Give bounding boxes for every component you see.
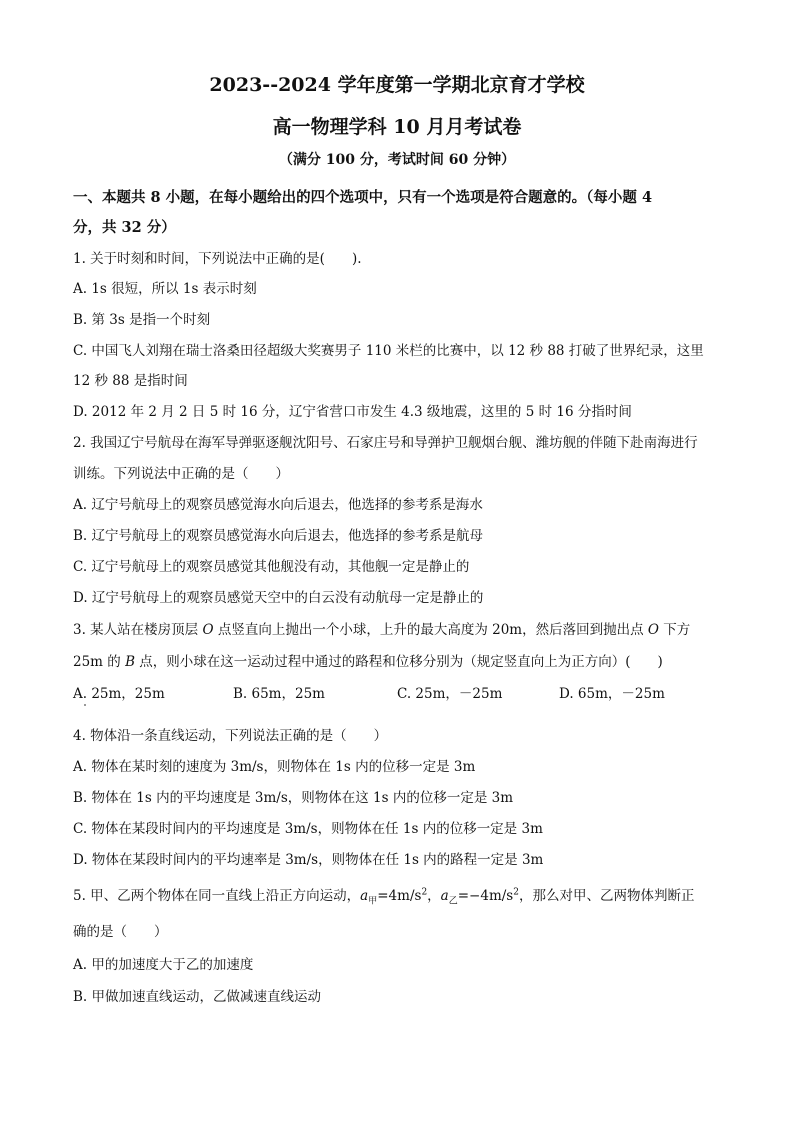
q3-stem2-post: 点，则小球在这一运动过程中通过的路程和位移分别为（规定竖直向上为正方向）( ) bbox=[134, 654, 663, 670]
q1-option-d: D. 2012 年 2 月 2 日 5 时 16 分，辽宁省营口市发生 4.3 级地震，这里的 5 时 16 分指时间 bbox=[73, 404, 632, 420]
q5-separator: ， bbox=[427, 888, 441, 904]
q1-option-b: B. 第 3s 是指一个时刻 bbox=[73, 312, 211, 328]
q2-option-a: A. 辽宁号航母上的观察员感觉海水向后退去，他选择的参考系是海水 bbox=[73, 497, 483, 513]
point-b-label: B bbox=[125, 654, 135, 670]
q5-stem-pre: 5. 甲、乙两个物体在同一直线上沿正方向运动， bbox=[73, 888, 361, 904]
q1-stem: 1. 关于时刻和时间，下列说法中正确的是( ). bbox=[73, 251, 362, 267]
accel-symbol-jia: a bbox=[360, 888, 369, 904]
q5-stem-line2: 确的是（ ） bbox=[73, 924, 168, 940]
q3-option-b: B. 65m，25m bbox=[233, 686, 325, 702]
exponent-jia: 2 bbox=[421, 887, 428, 898]
school-title: 2023--2024 学年度第一学期北京育才学校 bbox=[209, 74, 585, 96]
q3-stem-line2 bbox=[73, 650, 663, 670]
q3-option-a: A. 25m，25m bbox=[73, 686, 165, 702]
point-o-label-2: O bbox=[647, 622, 659, 638]
q5-option-a: A. 甲的加速度大于乙的加速度 bbox=[73, 957, 254, 973]
q4-option-c: C. 物体在某段时间内的平均速度是 3m/s，则物体在任 1s 内的位移一定是 3m bbox=[73, 821, 543, 837]
q3-stem-line1 bbox=[73, 618, 690, 638]
q3-stem-post: 下方 bbox=[658, 622, 691, 638]
q4-option-b: B. 物体在 1s 内的平均速度是 3m/s，则物体在这 1s 内的位移一定是 3m bbox=[73, 790, 514, 806]
q3-option-d: D. 65m，－25m bbox=[559, 686, 665, 702]
q1-option-c-line2: 12 秒 88 是指时间 bbox=[73, 373, 188, 389]
q1-option-a: A. 1s 很短，所以 1s 表示时刻 bbox=[73, 281, 257, 297]
q3-stem-pre: 3. 某人站在楼房顶层 bbox=[73, 622, 203, 638]
q2-stem-line1: 2. 我国辽宁号航母在海军导弹驱逐舰沈阳号、石家庄号和导弹护卫舰烟台舰、潍坊舰的伴随下赴南海进行 bbox=[73, 435, 698, 451]
point-o-label: O bbox=[202, 622, 214, 638]
exponent-yi: 2 bbox=[513, 887, 519, 898]
q5-stem-post: ，那么对甲、乙两物体判断正 bbox=[518, 888, 695, 904]
q5-option-b: B. 甲做加速直线运动，乙做减速直线运动 bbox=[73, 989, 322, 1005]
q3-option-c: C. 25m，－25m bbox=[397, 686, 503, 702]
subscript-jia: 甲 bbox=[368, 896, 378, 907]
exam-note: （满分 100 分，考试时间 60 分钟） bbox=[278, 152, 516, 168]
section-heading-line2: 分，共 32 分） bbox=[73, 219, 176, 236]
accel-symbol-yi: a bbox=[440, 888, 449, 904]
q4-option-d: D. 物体在某段时间内的平均速率是 3m/s，则物体在任 1s 内的路程一定是 3m bbox=[73, 852, 544, 868]
q2-stem-line2: 训练。下列说法中正确的是（ ） bbox=[73, 466, 289, 482]
q3-stem-mid: 点竖直向上抛出一个小球，上升的最大高度为 20m，然后落回到抛出点 bbox=[213, 622, 648, 638]
q1-option-c-line1: C. 中国飞人刘翔在瑞士洛桑田径超级大奖赛男子 110 米栏的比赛中，以 12 秒 88 打破了世界纪录，这里 bbox=[73, 343, 704, 359]
exam-title: 高一物理学科 10 月月考试卷 bbox=[272, 116, 522, 138]
q2-option-b: B. 辽宁号航母上的观察员感觉海水向后退去，他选择的参考系是航母 bbox=[73, 528, 484, 544]
q4-option-a: A. 物体在某时刻的速度为 3m/s，则物体在 1s 内的位移一定是 3m bbox=[73, 759, 476, 775]
q3-stem2-pre: 25m 的 bbox=[73, 654, 126, 670]
stray-mark bbox=[84, 704, 86, 706]
accel-value-jia: =4m/s bbox=[377, 888, 422, 904]
q4-stem: 4. 物体沿一条直线运动，下列说法正确的是（ ） bbox=[73, 728, 388, 744]
q2-option-c: C. 辽宁号航母上的观察员感觉其他舰没有动，其他舰一定是静止的 bbox=[73, 559, 470, 575]
accel-value-yi: =−4m/s bbox=[457, 888, 514, 904]
q5-stem-line1 bbox=[73, 884, 694, 907]
subscript-yi: 乙 bbox=[448, 896, 458, 907]
q2-option-d: D. 辽宁号航母上的观察员感觉天空中的白云没有动航母一定是静止的 bbox=[73, 590, 484, 606]
section-heading-line1: 一、本题共 8 小题，在每小题给出的四个选项中，只有一个选项是符合题意的。（每小题 4 bbox=[73, 189, 653, 206]
